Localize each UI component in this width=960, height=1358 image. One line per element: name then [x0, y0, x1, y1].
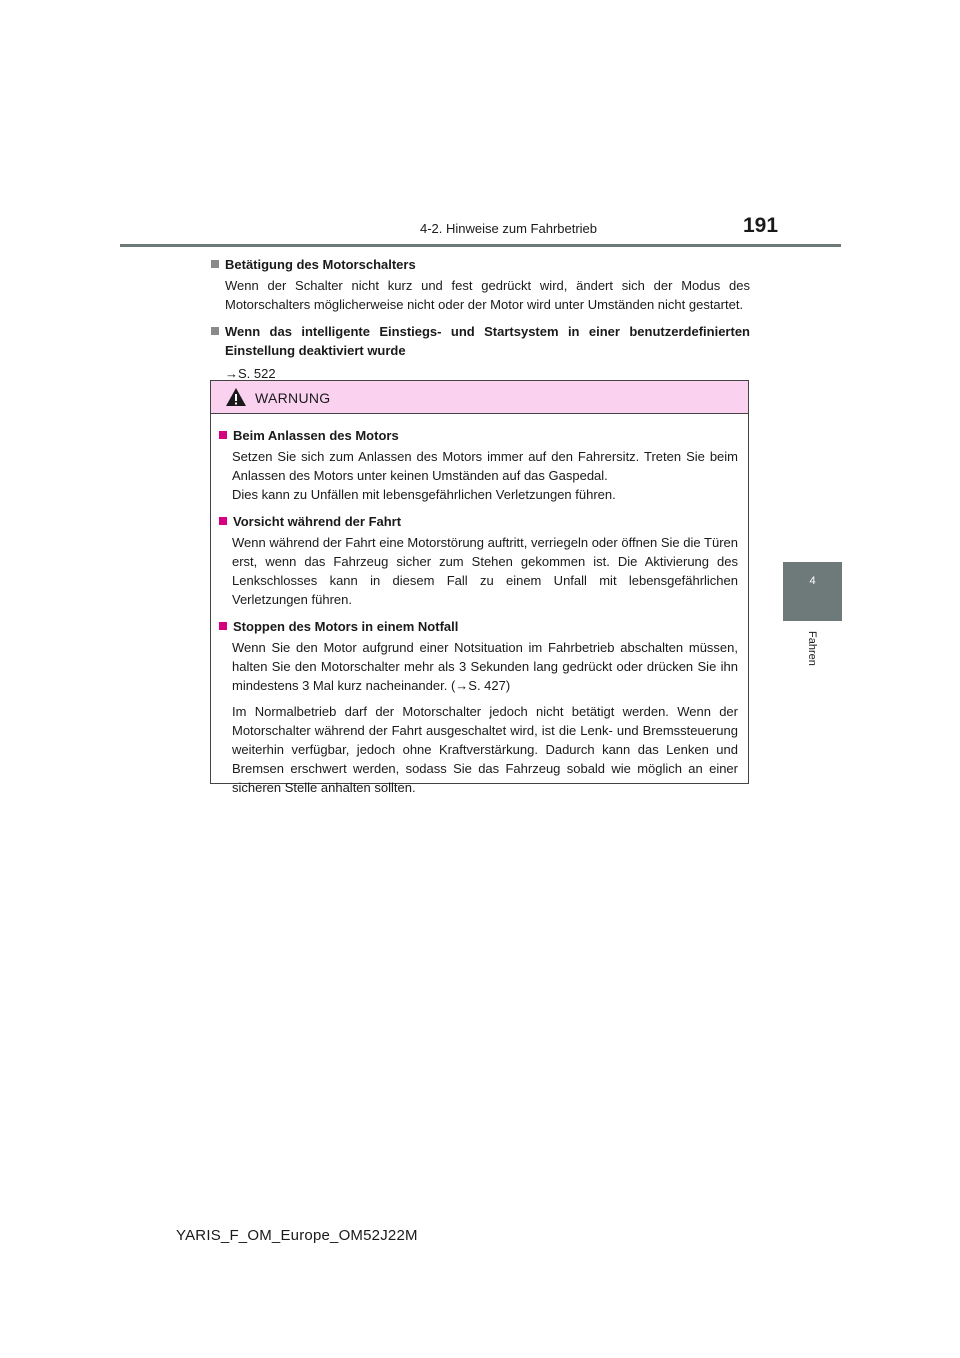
page-number: 191: [743, 214, 779, 237]
bullet-square-icon: [211, 327, 219, 335]
item-body: Wenn der Schalter nicht kurz und fest gedrückt wird, ändert sich der Modus des Motorschalters möglicherweise nicht oder der Motor wird unter Umständen nicht gestartet.: [225, 278, 750, 312]
warning-header: [211, 381, 748, 414]
warning-item-text: Wenn während der Fahrt eine Motorstörung auftritt, verriegeln oder öffnen Sie die Türen erst, wenn das Fahrzeug sicher zum Stehen gekommen ist. Die Aktivierung des Lenkschlosses kann in diesem Fall zu einem Unfall mit lebensgefährlichen Verletzungen führen.: [232, 535, 738, 607]
header-divider: [120, 244, 841, 247]
warning-item-text: Dies kann zu Unfällen mit lebensgefährlichen Verletzungen führen.: [232, 487, 616, 502]
warning-box: [210, 380, 749, 795]
warning-body: [211, 414, 748, 797]
warning-item-text: Setzen Sie sich zum Anlassen des Motors immer auf den Fahrersitz. Treten Sie beim Anlassen des Motors unter keinen Umständen auf das Gaspedal.: [232, 449, 738, 483]
chapter-number: 4: [809, 575, 816, 587]
warning-item-heading: Stoppen des Motors in einem Notfall: [219, 617, 738, 636]
warning-item-heading: Beim Anlassen des Motors: [219, 426, 738, 445]
page-reference: →S. 522: [225, 366, 276, 381]
main-content: [211, 255, 750, 383]
warning-item-text: Im Normalbetrieb darf der Motorschalter jedoch nicht betätigt werden. Wenn der Motorschalter während der Fahrt ausgeschaltet wird, ist die Lenk- und Bremssteuerung weiterhin verfügbar, jedoch ohne Kraftverstärkung. Dadurch kann das Lenken und Bremsen erschwert werden, sodass Sie das Fahrzeug sobald wie möglich an einer sicheren Stelle anhalten sollten.: [232, 704, 738, 795]
chapter-tab: [783, 562, 842, 621]
warning-item-text: Wenn Sie den Motor aufgrund einer Notsituation im Fahrbetrieb abschalten müssen, halten Sie den Motorschalter mehr als 3 Sekunden lang gedrückt oder drücken Sie ihn mindestens 3 Mal kurz nacheinander. (→S. 427): [232, 640, 738, 693]
chapter-label: Fahren: [806, 631, 818, 666]
warning-item-heading: Vorsicht während der Fahrt: [219, 512, 738, 531]
item-heading: Betätigung des Motorschalters: [211, 255, 750, 274]
bullet-square-icon: [219, 517, 227, 525]
bullet-square-icon: [219, 622, 227, 630]
document-id: YARIS_F_OM_Europe_OM52J22M: [176, 1227, 418, 1244]
item-heading: Wenn das intelligente Einstiegs- und Startsystem in einer benutzerdefinierten Einstellung deaktiviert wurde: [225, 322, 750, 360]
bullet-square-icon: [219, 431, 227, 439]
warning-title: WARNUNG: [255, 390, 331, 406]
warning-triangle-icon: [225, 387, 247, 407]
section-title: 4-2. Hinweise zum Fahrbetrieb: [420, 221, 598, 236]
bullet-square-icon: [211, 260, 219, 268]
